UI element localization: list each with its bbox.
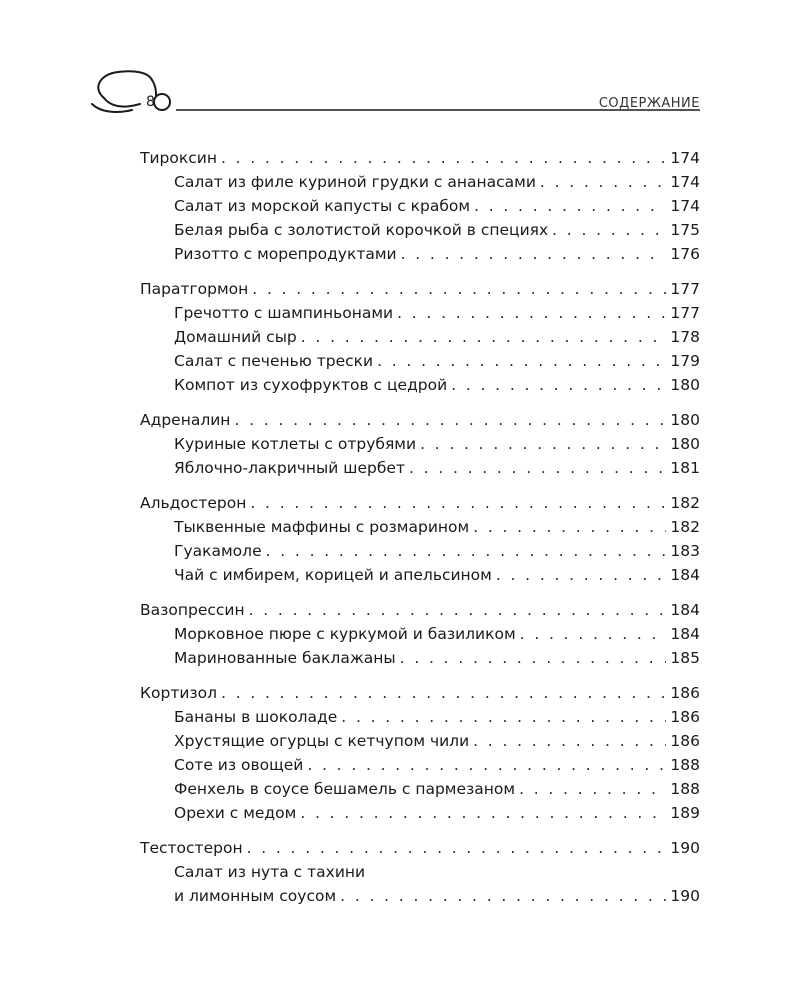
toc-entry — [140, 563, 700, 587]
dot-leader — [266, 539, 667, 563]
page-ref: 175 — [670, 221, 700, 239]
page-ref: 180 — [670, 435, 700, 453]
entry-title: Чай с имбирем, корицей и апельсином — [174, 566, 492, 584]
dot-leader — [540, 170, 666, 194]
toc-chapter — [140, 836, 700, 860]
toc-entry — [140, 753, 700, 777]
page-ref: 174 — [670, 173, 700, 191]
entry-title: Салат из филе куриной грудки с ананасами — [174, 173, 536, 191]
toc-section — [140, 681, 700, 825]
dot-leader — [401, 242, 667, 266]
dot-leader — [420, 432, 666, 456]
entry-title: Вазопрессин — [140, 601, 245, 619]
page-ref: 184 — [670, 625, 700, 643]
toc-entry — [140, 884, 700, 908]
entry-title: Куриные котлеты с отрубями — [174, 435, 417, 453]
page-ref: 179 — [670, 352, 700, 370]
toc-section — [140, 277, 700, 397]
entry-title: Компот из сухофруктов с цедрой — [174, 376, 448, 394]
toc-chapter — [140, 681, 700, 705]
entry-title: Гречотто с шампиньонами — [174, 304, 394, 322]
dot-leader — [301, 325, 667, 349]
toc-entry — [140, 456, 700, 480]
toc-chapter — [140, 598, 700, 622]
dot-leader — [473, 729, 666, 753]
toc-entry — [140, 373, 700, 397]
page-ref: 184 — [670, 601, 700, 619]
page-ref: 186 — [670, 684, 700, 702]
page-ref: 184 — [670, 566, 700, 584]
toc-entry — [140, 622, 700, 646]
entry-title: Тыквенные маффины с розмарином — [174, 518, 470, 536]
toc-entry — [140, 170, 700, 194]
toc-entry — [140, 242, 700, 266]
page-ref: 186 — [670, 732, 700, 750]
page-ref: 188 — [670, 756, 700, 774]
dot-leader — [247, 836, 667, 860]
page-ref: 189 — [670, 804, 700, 822]
toc-section — [140, 408, 700, 480]
dot-leader — [451, 373, 666, 397]
page-ref: 181 — [670, 459, 700, 477]
toc-section — [140, 836, 700, 908]
toc-entry — [140, 646, 700, 670]
toc-entry — [140, 860, 700, 884]
dot-leader — [400, 646, 667, 670]
dot-leader — [249, 598, 667, 622]
table-of-contents — [140, 146, 700, 919]
entry-title: и лимонным соусом — [174, 887, 337, 905]
dot-leader — [300, 801, 666, 825]
page-ref: 186 — [670, 708, 700, 726]
entry-title: Морковное пюре с куркумой и базиликом — [174, 625, 516, 643]
entry-title: Тестостерон — [140, 839, 243, 857]
page-ref: 185 — [670, 649, 700, 667]
toc-entry — [140, 301, 700, 325]
dot-leader — [473, 515, 666, 539]
toc-entry — [140, 539, 700, 563]
toc-entry — [140, 515, 700, 539]
page-number: 8 — [146, 94, 155, 110]
dot-leader — [221, 146, 666, 170]
dot-leader — [409, 456, 666, 480]
toc-section — [140, 491, 700, 587]
entry-title: Салат из нута с тахини — [174, 863, 366, 881]
page-ref: 177 — [670, 304, 700, 322]
page-ref: 182 — [670, 518, 700, 536]
dot-leader — [250, 491, 666, 515]
toc-entry — [140, 194, 700, 218]
dot-leader — [397, 301, 666, 325]
entry-title: Бананы в шоколаде — [174, 708, 338, 726]
page-ref: 177 — [670, 280, 700, 298]
entry-title: Кортизол — [140, 684, 218, 702]
entry-title: Паратгормон — [140, 280, 249, 298]
entry-title: Ризотто с морепродуктами — [174, 245, 397, 263]
dot-leader — [340, 884, 666, 908]
toc-entry — [140, 349, 700, 373]
toc-entry — [140, 325, 700, 349]
toc-section — [140, 598, 700, 670]
dot-leader — [496, 563, 667, 587]
entry-title: Салат с печенью трески — [174, 352, 374, 370]
page-header — [0, 0, 800, 130]
toc-chapter — [140, 277, 700, 301]
page-ref: 182 — [670, 494, 700, 512]
page-ref: 180 — [670, 411, 700, 429]
page-ref: 176 — [670, 245, 700, 263]
dot-leader — [552, 218, 666, 242]
toc-entry — [140, 801, 700, 825]
entry-title: Гуакамоле — [174, 542, 262, 560]
page-ref: 174 — [670, 149, 700, 167]
dot-leader — [341, 705, 666, 729]
entry-title: Адреналин — [140, 411, 231, 429]
entry-title: Яблочно-лакричный шербет — [174, 459, 405, 477]
dot-leader — [474, 194, 666, 218]
toc-entry — [140, 729, 700, 753]
entry-title: Маринованные баклажаны — [174, 649, 396, 667]
page-ref: 178 — [670, 328, 700, 346]
dot-leader — [377, 349, 666, 373]
entry-title: Тироксин — [140, 149, 217, 167]
toc-entry — [140, 218, 700, 242]
page-ref: 190 — [670, 887, 700, 905]
entry-title: Белая рыба с золотистой корочкой в специях — [174, 221, 549, 239]
toc-chapter — [140, 491, 700, 515]
page-ref: 183 — [670, 542, 700, 560]
page-ref: 188 — [670, 780, 700, 798]
entry-title: Фенхель в соусе бешамель с пармезаном — [174, 780, 516, 798]
dot-leader — [234, 408, 666, 432]
entry-title: Орехи с медом — [174, 804, 297, 822]
entry-title: Альдостерон — [140, 494, 247, 512]
entry-title: Соте из овощей — [174, 756, 304, 774]
dot-leader — [221, 681, 666, 705]
toc-chapter — [140, 408, 700, 432]
entry-title: Хрустящие огурцы с кетчупом чили — [174, 732, 470, 750]
entry-title: Салат из морской капусты с крабом — [174, 197, 471, 215]
page-ref: 174 — [670, 197, 700, 215]
toc-section — [140, 146, 700, 266]
page-ref: 190 — [670, 839, 700, 857]
dot-leader — [307, 753, 666, 777]
toc-entry — [140, 777, 700, 801]
toc-entry — [140, 432, 700, 456]
dot-leader — [252, 277, 666, 301]
dot-leader — [520, 622, 667, 646]
toc-chapter — [140, 146, 700, 170]
toc-entry — [140, 705, 700, 729]
dot-leader — [519, 777, 666, 801]
running-head: СОДЕРЖАНИЕ — [598, 96, 700, 111]
page-ref: 180 — [670, 376, 700, 394]
entry-title: Домашний сыр — [174, 328, 297, 346]
